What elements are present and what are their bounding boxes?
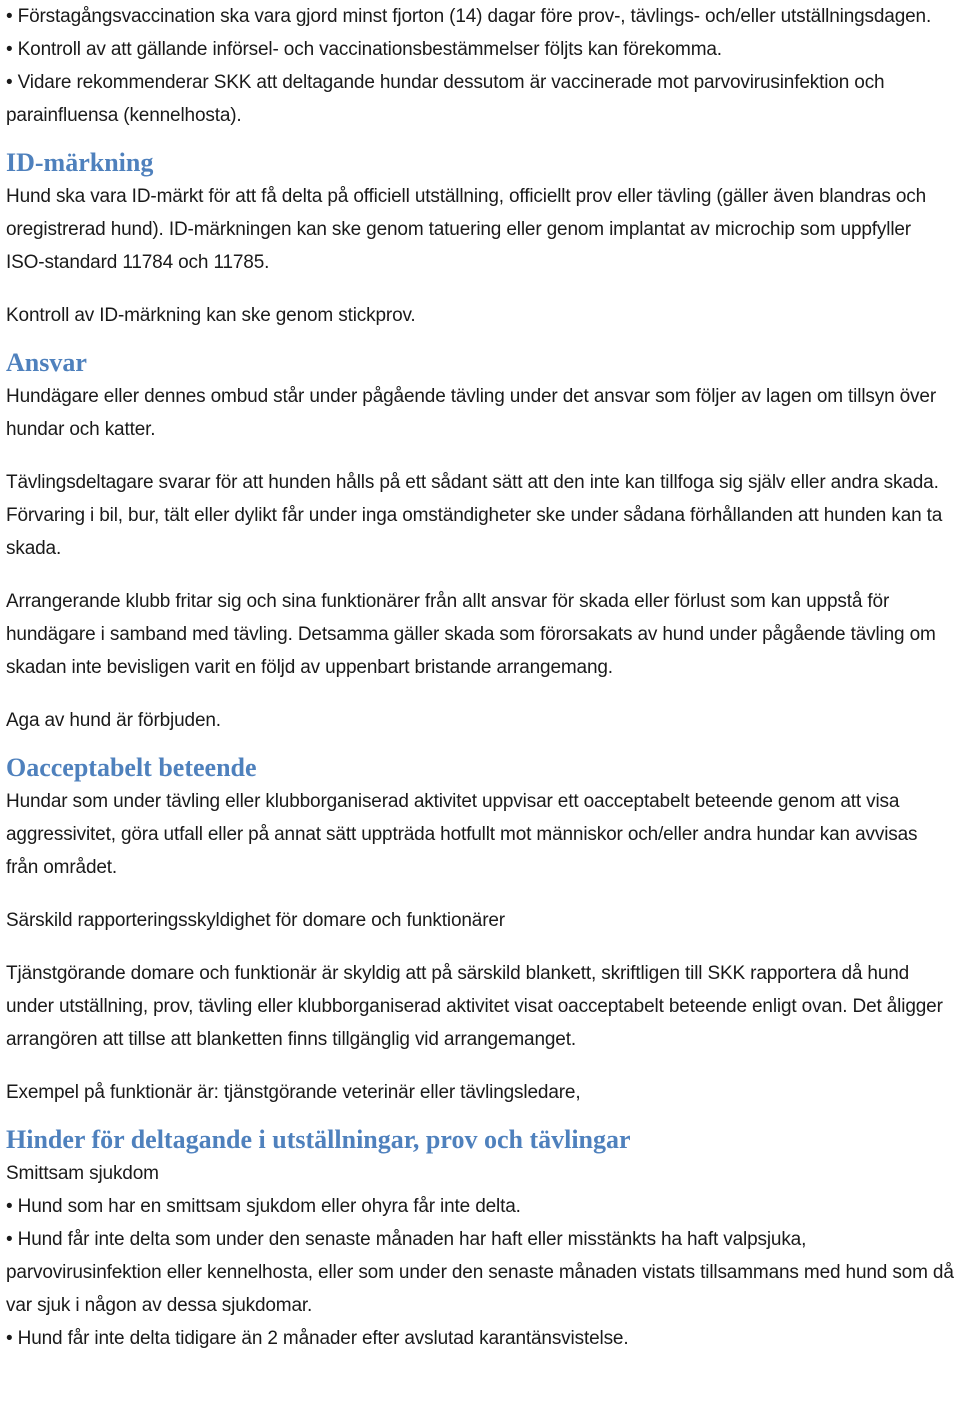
behavior-paragraph-4: Exempel på funktionär är: tjänstgörande veterinär eller tävlingsledare, — [6, 1082, 581, 1103]
behavior-heading: Oacceptabelt beteende — [6, 753, 257, 782]
behavior-paragraph-1: Hundar som under tävling eller klubborganiserad aktivitet uppvisar ett oacceptabelt beteende genom att visa aggressivitet, göra utfall eller på annat sätt uppträda hotfullt mot människor och/eller andra hundar kan avvisas från området. — [6, 791, 918, 878]
bullet-recent-illness: • Hund får inte delta som under den senaste månaden har haft eller misstänkts ha haft valpsjuka, parvovirusinfektion eller kennelhosta, eller som under den senaste månaden vistats tillsammans med hund som då var sjuk i någon av dessa sjukdomar. — [6, 1229, 954, 1316]
vaccination-section — [6, 0, 954, 132]
responsibility-paragraph-2: Tävlingsdeltagare svarar för att hunden hålls på ett sådant sätt att den inte kan tillfoga sig själv eller andra skada. Förvaring i bil, bur, tält eller dylikt får under inga omständigheter ske under sådana förhållanden att hunden kan ta skada. — [6, 472, 943, 559]
responsibility-heading: Ansvar — [6, 348, 87, 377]
obstacles-section — [6, 1123, 954, 1355]
bullet-first-vaccination: • Förstagångsvaccination ska vara gjord minst fjorton (14) dagar före prov-, tävlings- och/eller utställningsdagen. — [6, 6, 932, 27]
responsibility-paragraph-3: Arrangerande klubb fritar sig och sina funktionärer från allt ansvar för skada eller förlust som kan uppstå för hundägare i samband med tävling. Detsamma gäller skada som förorsakats av hund under pågående tävling om skadan inte bevisligen varit en följd av uppenbart bristande arrangemang. — [6, 591, 936, 678]
bullet-contagious-disease: • Hund som har en smittsam sjukdom eller ohyra får inte delta. — [6, 1196, 521, 1217]
id-marking-paragraph: Hund ska vara ID-märkt för att få delta på officiell utställning, officiellt prov eller tävling (gäller även blandras och oregistrerad hund). ID-märkningen kan ske genom tatuering eller genom implantat av microchip som uppfyller ISO-standard 11784 och 11785. — [6, 186, 927, 273]
responsibility-section — [6, 346, 954, 737]
id-marking-control-paragraph: Kontroll av ID-märkning kan ske genom stickprov. — [6, 305, 416, 326]
bullet-recommendation: • Vidare rekommenderar SKK att deltagande hundar dessutom är vaccinerade mot parvovirusinfektion och parainfluensa (kennelhosta). — [6, 72, 885, 126]
bullet-quarantine: • Hund får inte delta tidigare än 2 månader efter avslutad karantänsvistelse. — [6, 1328, 629, 1349]
behavior-section — [6, 751, 954, 1109]
id-marking-section — [6, 146, 954, 332]
contagious-disease-subheading: Smittsam sjukdom — [6, 1163, 159, 1184]
responsibility-paragraph-4: Aga av hund är förbjuden. — [6, 710, 221, 731]
behavior-paragraph-3: Tjänstgörande domare och funktionär är skyldig att på särskild blankett, skriftligen till SKK rapportera då hund under utställning, prov, tävling eller klubborganiserad aktivitet visat oacceptabelt beteende enligt ovan. Det åligger arrangören att tillse att blanketten finns tillgänglig vid arrangemanget. — [6, 963, 943, 1050]
responsibility-paragraph-1: Hundägare eller dennes ombud står under pågående tävling under det ansvar som följer av lagen om tillsyn över hundar och katter. — [6, 386, 936, 440]
id-marking-heading: ID-märkning — [6, 148, 154, 177]
obstacles-heading: Hinder för deltagande i utställningar, prov och tävlingar — [6, 1125, 631, 1154]
bullet-import-control: • Kontroll av att gällande införsel- och vaccinationsbestämmelser följts kan förekomma. — [6, 39, 722, 60]
reporting-duty-subheading: Särskild rapporteringsskyldighet för domare och funktionärer — [6, 910, 505, 931]
